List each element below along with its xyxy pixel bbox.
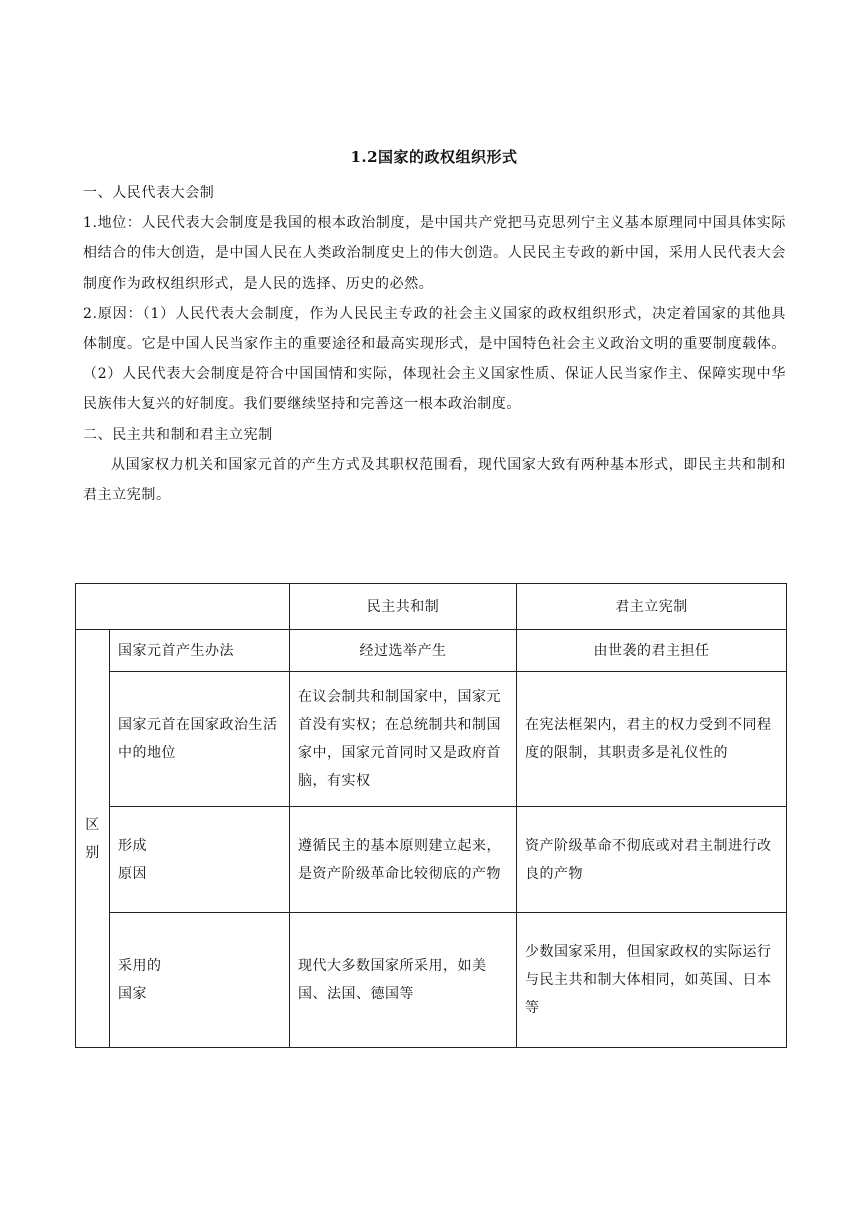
- table-corner-cell: [76, 584, 290, 630]
- row-label: [110, 913, 290, 1048]
- cell-republic: 在议会制共和制国家中，国家元首没有实权；在总统制共和制国家中，国家元首同时又是政府首脑，有实权: [290, 672, 517, 807]
- table-header-row: [76, 584, 787, 630]
- row-label: [110, 807, 290, 913]
- section-heading-2: 二、民主共和制和君主立宪制: [83, 426, 273, 443]
- side-label-char: 区: [85, 816, 100, 833]
- row-label-line: 国家: [118, 986, 147, 1002]
- paragraph-status: 1.地位：人民代表大会制度是我国的根本政治制度，是中国共产党把马克思列宁主义基本原理同中国具体实际相结合的伟大创造，是中国人民在人类政治制度史上的伟大创造。人民民主专政的新中国，采用人民代表大会制度作为政权组织形式，是人民的选择、历史的必然。: [83, 215, 786, 292]
- cell-republic: 遵循民主的基本原则建立起来，是资产阶级革命比较彻底的产物: [290, 807, 517, 913]
- table-row: [76, 913, 787, 1048]
- cell-monarchy: 在宪法框架内，君主的权力受到不同程度的限制，其职责多是礼仪性的: [517, 672, 787, 807]
- page-title: 1.2国家的政权组织形式: [350, 148, 518, 166]
- section-heading-1: 一、人民代表大会制: [83, 185, 215, 201]
- side-label-char: 别: [85, 844, 100, 861]
- paragraph-reason: 2.原因：（1）人民代表大会制度，作为人民民主专政的社会主义国家的政权组织形式，决定着国家的其他具体制度。它是中国人民当家作主的重要途径和最高实现形式，是中国特色社会主义政治文明的重要制度载体。（2）人民代表大会制度是符合中国国情和实际，体现社会主义国家性质、保证人民当家作主、保障实现中华民族伟大复兴的好制度。我们要继续坚持和完善这一根本政治制度。: [83, 305, 786, 413]
- cell-republic: 经过选举产生: [290, 630, 517, 672]
- comparison-table: [75, 583, 787, 1048]
- cell-monarchy: 由世袭的君主担任: [517, 630, 787, 672]
- table-row: [76, 630, 787, 672]
- table-row: [76, 672, 787, 807]
- row-label: 国家元首在国家政治生活中的地位: [110, 672, 290, 807]
- row-label: 国家元首产生办法: [110, 630, 290, 672]
- side-label-difference: [76, 630, 110, 1048]
- row-label-line: 原因: [118, 865, 147, 882]
- row-label-line: 形成: [118, 837, 147, 854]
- cell-monarchy: 资产阶级革命不彻底或对君主制进行改良的产物: [517, 807, 787, 913]
- cell-monarchy: 少数国家采用，但国家政权的实际运行与民主共和制大体相同，如英国、日本等: [517, 913, 787, 1048]
- table-row: [76, 807, 787, 913]
- row-label-line: 采用的: [118, 958, 162, 974]
- cell-republic: 现代大多数国家所采用，如美国、法国、德国等: [290, 913, 517, 1048]
- header-republic: 民主共和制: [290, 584, 517, 630]
- header-monarchy: 君主立宪制: [517, 584, 787, 630]
- document-body: [83, 178, 786, 510]
- paragraph-forms-intro: 从国家权力机关和国家元首的产生方式及其职权范围看，现代国家大致有两种基本形式，即民主共和制和君主立宪制。: [83, 456, 786, 504]
